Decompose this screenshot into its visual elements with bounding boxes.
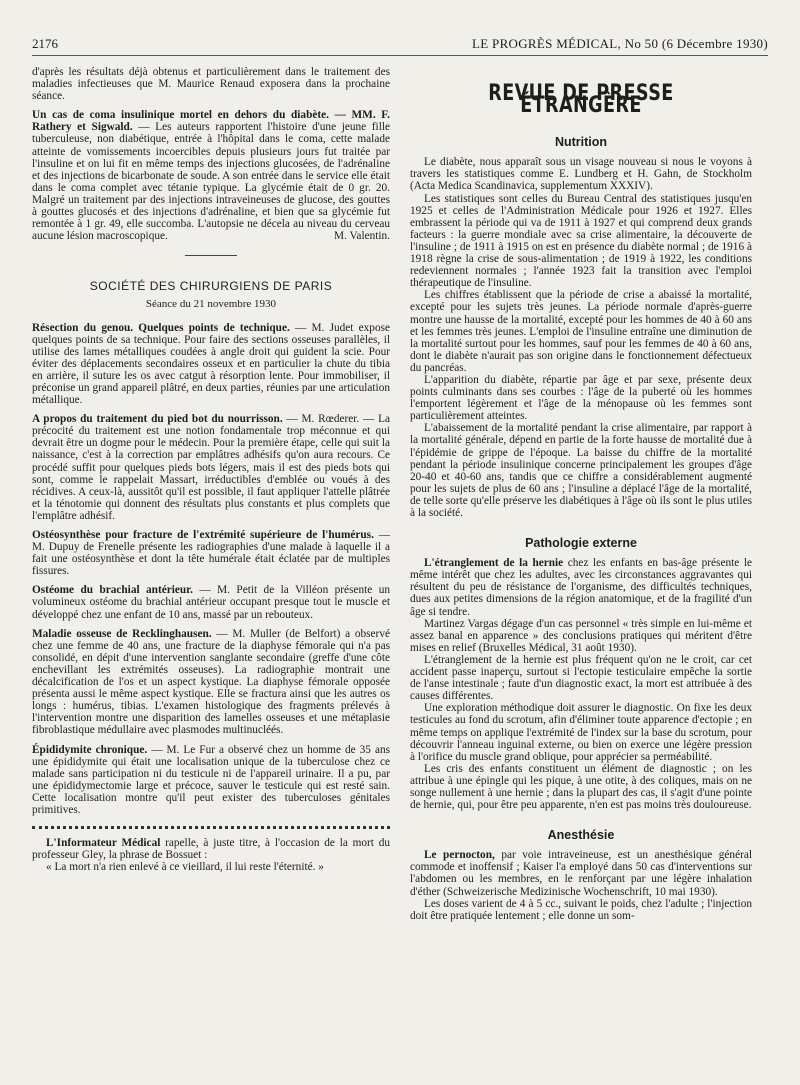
header-rule (32, 55, 768, 56)
article-osteosynthese (32, 529, 390, 577)
article-title: Épididymite chronique. (32, 743, 148, 756)
nutrition-paragraph: Les statistiques sont celles du Bureau Central des statistiques jusqu'en 1925 et celles de l'Administration Médicale pour 1926 et 1927. Elles embrassent la période qui va de 1911 à 1927 et qui comprend deux grands facteurs : la guerre mondiale avec sa crise alimentaire, la découverte de l'insuline ; de 1911 à 1915 on est en présence du diabète normal ; de 1916 à 1918 règne la crise de sous-alimentation ; de 1919 à 1922, les conditions redeviennent normales ; l'année 1923 fait la transition avec l'emploi thérapeutique de l'insuline. (410, 192, 752, 290)
page-number: 2176 (32, 36, 58, 51)
article-title: Ostéome du brachial antérieur. (32, 584, 193, 597)
article-body: par voie intraveineuse, est un anesthésique général commode et inoffensif ; Kaiser l'a employé dans 50 cas d'interventions sur l'abdomen ou les membres, en le renforçant par une légère inhalation d'éther (Schweizerische Medizinische Wochenschrift, 10 mai 1930). (410, 849, 753, 898)
article-recklinghausen (32, 628, 390, 737)
article-title: Maladie osseuse de Recklinghausen. (32, 627, 212, 640)
session-date: Séance du 21 novembre 1930 (145, 298, 277, 311)
anesthesie-paragraph: Les doses varient de 4 à 5 cc., suivant le poids, chez l'adulte ; l'injection doit être pratiquée lentement ; elle donne un som- (410, 897, 752, 922)
right-column (410, 66, 752, 922)
page-header (32, 36, 768, 52)
article-body: — M. Muller (de Belfort) a observé chez une femme de 40 ans, une fracture de la diaphyse fémorale qui n'a pas consolidé, en dépit d'une intervention sanglante secondaire (greffe d'une côte enchevillant les extrémités osseuses). La radiographie montrait une décalcification de l'os et un aspect kystique. La diaphyse fémorale opposée présenta aussi le même aspect kystique. Elle se fractura ainsi que les autres os longs : humérus, tibias. L'examen histologique des fragments prélevés à l'intervention montre une disparition des lamelles osseuses et une métaplasie fibroblastique médullaire avec plasmodes multinucléés. (32, 627, 390, 737)
pathologie-paragraph: Les cris des enfants constituent un élément de diagnostic ; on les attribue à une épingle qui les pique, à une otite, à des coliques, mais on ne songe nullement à une hernie ; dans la plupart des cas, il s'agit d'une pointe de hernie, qui, pour être peu apparente, n'en est pas moins très douloureuse. (410, 762, 752, 812)
article-body: chez les enfants en bas-âge présente le même intérêt que chez les adultes, avec les circonstances aggravantes qui résultent du peu de résistance de l'organisme, des difficultés techniques, dues aux petites dimensions de la région anatomique, et de la fragilité d'un âge si tendre. (410, 557, 752, 618)
society-heading: SOCIÉTÉ DES CHIRURGIENS DE PARIS (89, 279, 333, 294)
section-divider (185, 255, 237, 256)
article-body: — M. Petit de la Villéon présente un volumineux ostéome du brachial antérieur occupant presque tout le muscle et développé chez une enfant de 10 ans, massé par un rebouteux. (32, 584, 390, 621)
article-title: Ostéosynthèse pour fracture de l'extrémité supérieure de l'humérus. (32, 529, 374, 541)
article-title: Résection du genou. Quelques points de technique. (32, 321, 290, 334)
article-coma (32, 109, 390, 242)
left-column (32, 66, 390, 873)
anesthesie-paragraph (410, 849, 752, 897)
article-body: — M. Le Fur a observé chez un homme de 35 ans une épididymite qui était une localisation unique de la tuberculose chez ce malade sans participation ni du testicule ni de l'appareil urinaire. Il a pu, par une épididymectomie large et précoce, sauver le testicule qui est resté sain. Cette localisation montre qu'il peut exister des tuberculoses génitales primitives. (32, 743, 390, 816)
pathologie-paragraph: Une exploration méthodique doit assurer le diagnostic. On fixe les deux testicules au fond du scrotum, afin d'éliminer toute apparence d'ectopie ; en même temps on applique l'extrémité de l'index sur la base du scrotum, pour découvrir l'anneau inguinal externe, ou bien on exerce une légère pression à l'orifice du muscle grand oblique, pour apprécier sa perméabilité. (410, 702, 752, 763)
revue-title: REVUE DE PRESSE ÉTRANGÈRE (488, 81, 674, 119)
article-body: — M. Dupuy de Frenelle présente les radiographies d'une malade à laquelle il a fait une ostéosynthèse et dont la tête humérale était éclatée par de multiples fissures. (32, 529, 390, 578)
article-body: — M. Rœderer. — La précocité du traitement est une notion fondamentale trop méconnue et qui devrait être un dogme pour le médecin. Pour la première étape, celle qui suit la naissance, c'est à la correction par emplâtres adhésifs qu'on aura recours. Ce procédé suffit pour quelques pieds bots légers, mais il est des pieds bots qui sont, comme le rappelait Massart, irréductibles d'emblée ou voués à des récidives. A ceux-là, aussitôt qu'il est possible, il faut appliquer l'attelle plâtrée et la ténotomie qui donnent des résultats plus constants et plus complets que l'emplâtre adhésif. (32, 413, 391, 522)
article-pied-bot (32, 413, 390, 522)
article-title: L'Informateur Médical (46, 837, 161, 850)
article-body: — Les auteurs rapportent l'histoire d'une jeune fille tuberculeuse, non diabétique, entrée à l'hôpital dans le coma, cette malade atteinte de vomissements incoercibles depuis plusieurs jours fut traitée par l'insuline et on lui fit en même temps des injections glucosées, de l'adrénaline et des injections de bicarbonate de soude. A son entrée dans le service elle était dans le coma complet avec tétanie typique. La glycémie était de 0 gr. 20. Malgré un traitement par des injections intraveineuses de glucose, des gouttes à gouttes glucosés et des injections d'adrénaline, et bien que sa glycémie fut remontée à 1 gr. 49, elle succomba. L'autopsie ne décela au niveau du cerveau aucune lésion macroscopique. (32, 121, 390, 243)
article-title: Un cas de coma insulinique mortel en dehors du diabète. (32, 109, 329, 122)
nutrition-paragraph: L'abaissement de la mortalité pendant la crise alimentaire, par rapport à la mortalité générale, dépend en partie de la forte hausse de mortalité due à l'épidémie de grippe de l'époque. La baisse du chiffre de la mortalité pendant la période insulinique concerne principalement les groupes d'âge 20-40 et 40-60 ans, tandis que ce chiffre a considérablement augmenté pour les sujets de plus de 60 ans ; l'insuline a déplacé l'âge de la mortalité, de telle sorte qu'elle préserve les diabétiques à l'âge où ils sont le plus utiles à la société. (410, 422, 752, 519)
article-title: A propos du traitement du pied bot du nourrisson. (32, 413, 283, 426)
pathologie-paragraph: Martinez Vargas dégage d'un cas personnel « très simple en lui-même et assez banal en apparence » des conclusions pratiques qui méritent d'être mises en relief (Bruxelles Médical, 31 août 1930). (410, 617, 752, 654)
article-authors: — MM. F. Rathery et Sigwald. (32, 109, 390, 134)
pathologie-paragraph: L'étranglement de la hernie est plus fréquent qu'on ne le croit, car cet accident passe inaperçu, surtout si l'ectopie testiculaire empêche la sortie de l'anse intestinale ; faute d'un diagnostic exact, la mort est attribuée à des causes différentes. (410, 653, 752, 703)
article-body: rapelle, à juste titre, à l'occasion de la mort du professeur Gley, la phrase de Bossuet : (32, 837, 390, 862)
article-title: L'étranglement de la hernie (424, 557, 564, 570)
dotted-divider (32, 826, 390, 829)
pathologie-paragraph (410, 557, 752, 617)
rubric-nutrition: Nutrition (554, 135, 608, 150)
article-title: Le pernocton, (424, 849, 495, 862)
journal-title: LE PROGRÈS MÉDICAL, No 50 (6 Décembre 1930) (472, 36, 768, 51)
signature: M. Valentin. (334, 230, 390, 243)
article-body: — M. Judet expose quelques points de sa technique. Pour faire des sections osseuses parallèles, il utilise des lames métalliques coudées à angle droit qui guident la scie. Pour éviter des déplacements secondaires osseux et en particulier la chute du tibia en arrière, il suture les os avec catgut à résorption lente. Pour immobiliser, il préconise un grand appareil plâtré, en deux parties, réunies par une articulation métallique. (32, 321, 390, 407)
article-genou (32, 322, 390, 407)
nutrition-paragraph: Le diabète, nous apparaît sous un visage nouveau si nous le voyons à travers les statistiques comme E. Lundberg et H. Gahn, de Stockholm (Acta Medica Scandinavica, supplementum XXXIV). (410, 156, 752, 193)
rubric-anesthesie: Anesthésie (547, 828, 615, 843)
rubric-pathologie: Pathologie externe (525, 536, 637, 551)
informateur-paragraph (32, 837, 390, 861)
bossuet-quote: « La mort n'a rien enlevé à ce vieillard, il lui reste l'éternité. » (46, 861, 324, 874)
nutrition-paragraph: Les chiffres établissent que la période de crise a abaissé la mortalité, excepté pour les sujets très jeunes. La période normale d'après-guerre montre une hausse de la mortalité, excepté pour les hommes de 40 à 60 ans et les femmes très jeunes. L'emploi de l'insuline entraîne une diminution de la mortalité surtout pour les hommes, sauf pour les femmes de 40 à 60 ans, dont le diabète n'aurait pas son origine dans le fonctionnement défectueux du pancréas. (410, 289, 752, 374)
nutrition-paragraph: L'apparition du diabète, répartie par âge et par sexe, présente deux points culminants dans ses courbes : l'âge de la puberté où les hommes l'emportent légèrement et l'âge de la ménopause où les femmes sont particulièrement atteintes. (410, 373, 752, 423)
article-epididymite (32, 744, 390, 817)
article-osteome (32, 584, 390, 620)
intro-paragraph: d'après les résultats déjà obtenus et particulièrement dans le traitement des maladies infectieuses que M. Maurice Renaud exposera dans la prochaine séance. (32, 66, 390, 103)
